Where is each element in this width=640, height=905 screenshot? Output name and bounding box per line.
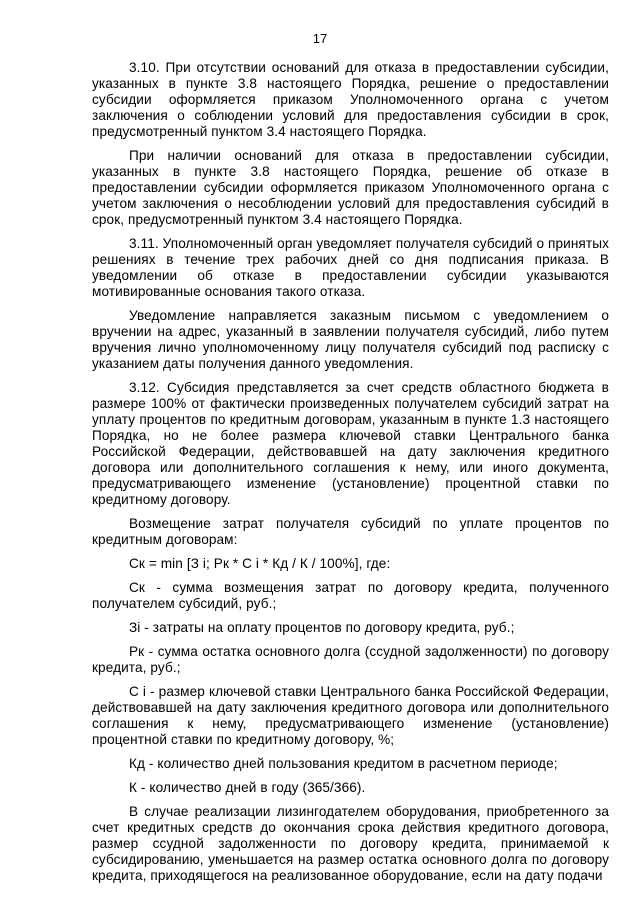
paragraph-notification-delivery: Уведомление направляется заказным письмом с уведомлением о вручении на адрес, указанный в заявлении получателя субсидий, либо путем вручения лично уполномоченному лицу получателя субсидий под расписку с указанием даты получения данного уведомления. [92, 308, 609, 371]
definition-ci: С i - размер ключевой ставки Центрального банка Российской Федерации, действовавшей на дату заключения кредитного договора или дополнительного соглашения к нему, предусматривающего изменение (установление) процентной ставки по кредитному договору, %; [92, 684, 609, 747]
definition-zi: Зi - затраты на оплату процентов по договору кредита, руб.; [129, 620, 515, 635]
document-body [92, 60, 609, 892]
definition-ck: Ск - сумма возмещения затрат по договору кредита, полученного получателем субсидий, руб.; [92, 580, 609, 611]
paragraph-3-11: 3.11. Уполномоченный орган уведомляет получателя субсидий о принятых решениях в течение трех рабочих дней со дня подписания приказа. В уведомлении об отказе в предоставлении субсидии указываются мотивированные основания такого отказа. [92, 236, 609, 299]
paragraph-reimbursement-intro: Возмещение затрат получателя субсидий по уплате процентов по кредитным договорам: [92, 516, 609, 547]
paragraph-leasing-sale: В случае реализации лизингодателем оборудования, приобретенного за счет кредитных средств до окончания срока действия кредитного договора, размер ссудной задолженности по договору кредита, принимаемой к субсидированию, уменьшается на размер остатка основного долга по договору кредита, приходящегося на реализованное оборудование, если на дату подачи [92, 804, 609, 883]
definition-rk: Рк - сумма остатка основного долга (ссудной задолженности) по договору кредита, руб.; [92, 644, 609, 675]
paragraph-3-10: 3.10. При отсутствии оснований для отказа в предоставлении субсидии, указанных в пункте 3.8 настоящего Порядка, решение о предоставлении субсидии оформляется приказом Уполномоченного органа с учетом заключения о соблюдении условий для предоставления субсидии в срок, предусмотренный пунктом 3.4 настоящего Порядка. [92, 60, 609, 139]
definition-k: К - количество дней в году (365/366). [129, 780, 366, 795]
definition-kd: Кд - количество дней пользования кредитом в расчетном периоде; [129, 756, 558, 771]
paragraph-refusal-grounds: При наличии оснований для отказа в предоставлении субсидии, указанных в пункте 3.8 настоящего Порядка, решение об отказе в предоставлении субсидии оформляется приказом Уполномоченного органа с учетом заключения о несоблюдении условий для предоставления субсидий в срок, предусмотренный пунктом 3.4 настоящего Порядка. [92, 148, 609, 227]
formula: Ск = min [З i; Рк * С i * Кд / К / 100%], где: [129, 556, 391, 571]
page-number: 17 [312, 31, 328, 46]
paragraph-3-12: 3.12. Субсидия представляется за счет средств областного бюджета в размере 100% от фактически произведенных получателем субсидий затрат на уплату процентов по кредитным договорам, указанным в пункте 1.3 настоящего Порядка, но не более размера ключевой ставки Центрального банка Российской Федерации, действовавшей на дату заключения кредитного договора или дополнительного соглашения к нему, или иного документа, предусматривающего изменение (установление) процентной ставки по кредитному договору. [92, 380, 609, 507]
